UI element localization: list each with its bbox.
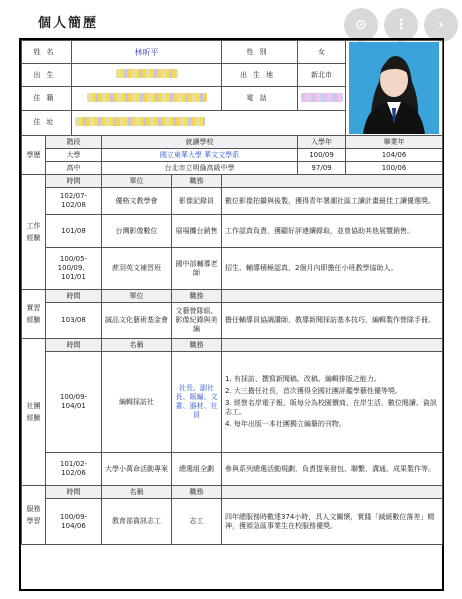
- work-desc: 招生、輔導積極認真，2個月內即擔任小班教學協助人。: [222, 248, 443, 290]
- service-section-label: 服務學習: [22, 486, 46, 545]
- work-desc: 數位影像拍攝與後製，獲得青年署潮社區工讀計畫最佳工讀優選獎。: [222, 188, 443, 215]
- practice-header-unit: 單位: [102, 290, 172, 303]
- edu-header-stage: 階段: [46, 136, 102, 149]
- portrait-image: [349, 42, 439, 134]
- name-value: 林昕平: [72, 41, 222, 64]
- work-unit: 優格文教學會: [102, 188, 172, 215]
- overlay-toolbar: [344, 8, 458, 42]
- practice-section-label: 實習經驗: [22, 290, 46, 339]
- club-time: 101/02-102/06: [46, 453, 102, 486]
- club-desc: 參與系列總選活動規劃，負責提案發包、聯繫、溝通、成果製作等。: [222, 453, 443, 486]
- club-desc-list: [222, 352, 443, 453]
- service-time: 100/09-104/06: [46, 499, 102, 545]
- service-header-time: 時間: [46, 486, 102, 499]
- name-label: 姓名: [22, 41, 72, 64]
- practice-desc: 擔任輔導員協調講師，教導新聞採訪基本技巧，編輯製作營隊手冊。: [222, 303, 443, 339]
- club-role: 總選組全劃: [172, 453, 222, 486]
- education-section-label: 學歷: [22, 136, 46, 175]
- service-desc: 四年總服務時數達374小時，具人文關懷，實踐「減緩數位落差」精神，獲頒急區事業生在校服務優獎。: [222, 499, 443, 545]
- edu-stage: 大學: [46, 149, 102, 162]
- edu-end: 104/06: [346, 149, 443, 162]
- service-role: 志工: [172, 499, 222, 545]
- edu-school: 台北市立明倫高級中學: [102, 162, 298, 175]
- service-header-desc: [222, 486, 443, 499]
- service-header-role: 職務: [172, 486, 222, 499]
- clubs-header-desc: [222, 339, 443, 352]
- edu-header-start: 入學年: [298, 136, 346, 149]
- work-role: 國中部輔導老師: [172, 248, 222, 290]
- edu-start: 100/09: [298, 149, 346, 162]
- address-label: 住籍: [22, 87, 72, 110]
- club-desc-item: 2. 大三擔任社長，首次獲得全國社團評鑑學藝性優等獎。: [225, 387, 402, 395]
- work-unit: 蔗羽英文補習班: [102, 248, 172, 290]
- club-desc-item: 4. 每年出版一本社團獨立編纂的刊物。: [225, 420, 346, 428]
- profile-photo: [346, 41, 443, 136]
- club-name: 編輯採訪社: [102, 352, 172, 453]
- edu-header-school: 就讀學校: [102, 136, 298, 149]
- clubs-section-label: 社團經驗: [22, 339, 46, 486]
- practice-header-time: 時間: [46, 290, 102, 303]
- work-unit: 台灣影像數位: [102, 215, 172, 248]
- practice-time: 103/08: [46, 303, 102, 339]
- birthplace-value: 新北市: [298, 64, 346, 87]
- blurred-residence: [75, 117, 205, 126]
- blurred-address: [87, 93, 207, 102]
- work-header-role: 職務: [172, 175, 222, 188]
- edu-stage: 高中: [46, 162, 102, 175]
- edu-start: 97/09: [298, 162, 346, 175]
- practice-header-role: 職務: [172, 290, 222, 303]
- page-title: 個人簡歷: [38, 16, 99, 31]
- more-icon[interactable]: ⋮: [384, 8, 418, 42]
- gender-value: 女: [298, 41, 346, 64]
- service-name: 教育部資訊志工: [102, 499, 172, 545]
- practice-role: 文藝營隊組、影像紀錄與美編: [172, 303, 222, 339]
- residence-value: [72, 110, 346, 135]
- edu-school: 國立東華大學 華文文學系: [102, 149, 298, 162]
- club-role: 社長、副社長、販編、文書、器材、社員: [172, 352, 222, 453]
- resume-table: [21, 40, 443, 545]
- service-header-name: 名稱: [102, 486, 172, 499]
- clubs-header-role: 職務: [172, 339, 222, 352]
- birth-label: 出生: [22, 64, 72, 87]
- birth-value: [72, 64, 222, 87]
- work-header-desc: [222, 175, 443, 188]
- blurred-phone: [301, 93, 343, 102]
- phone-label: 電話: [222, 87, 298, 110]
- birthplace-label: 出生地: [222, 64, 298, 87]
- phone-value: [298, 87, 346, 110]
- work-desc: 工作認真負責，獲顧好評連續錄取，並曾協助其他展覽銷售。: [222, 215, 443, 248]
- resume-sheet: [19, 38, 444, 591]
- clubs-header-time: 時間: [46, 339, 102, 352]
- work-header-unit: 單位: [102, 175, 172, 188]
- search-icon[interactable]: ⊙: [344, 8, 378, 42]
- work-time: 101/08: [46, 215, 102, 248]
- blurred-birth: [116, 69, 178, 78]
- club-desc-item: 1. 有採訪、撰寫新聞稿、改稿、編輯排版之能力。: [225, 375, 381, 383]
- practice-header-desc: [222, 290, 443, 303]
- club-time: 100/09-104/01: [46, 352, 102, 453]
- work-role: 展場攤台銷售: [172, 215, 222, 248]
- club-desc-item: 3. 經營名岸電子報，販每分為校園價商、在岸生活、數位閱讀、資訊志工。: [225, 399, 437, 416]
- gender-label: 性別: [222, 41, 298, 64]
- next-icon[interactable]: ›: [424, 8, 458, 42]
- work-time: 100/05-100/09、101/01: [46, 248, 102, 290]
- edu-end: 100/06: [346, 162, 443, 175]
- work-time: 102/07-102/08: [46, 188, 102, 215]
- work-role: 影像記錄員: [172, 188, 222, 215]
- practice-unit: 誠品文化藝術基金會: [102, 303, 172, 339]
- club-name: 大學小萬命活動專案: [102, 453, 172, 486]
- residence-label: 住址: [22, 110, 72, 135]
- work-header-time: 時間: [46, 175, 102, 188]
- edu-header-end: 畢業年: [346, 136, 443, 149]
- work-section-label: 工作經驗: [22, 175, 46, 290]
- clubs-header-name: 名稱: [102, 339, 172, 352]
- address-value: [72, 87, 222, 110]
